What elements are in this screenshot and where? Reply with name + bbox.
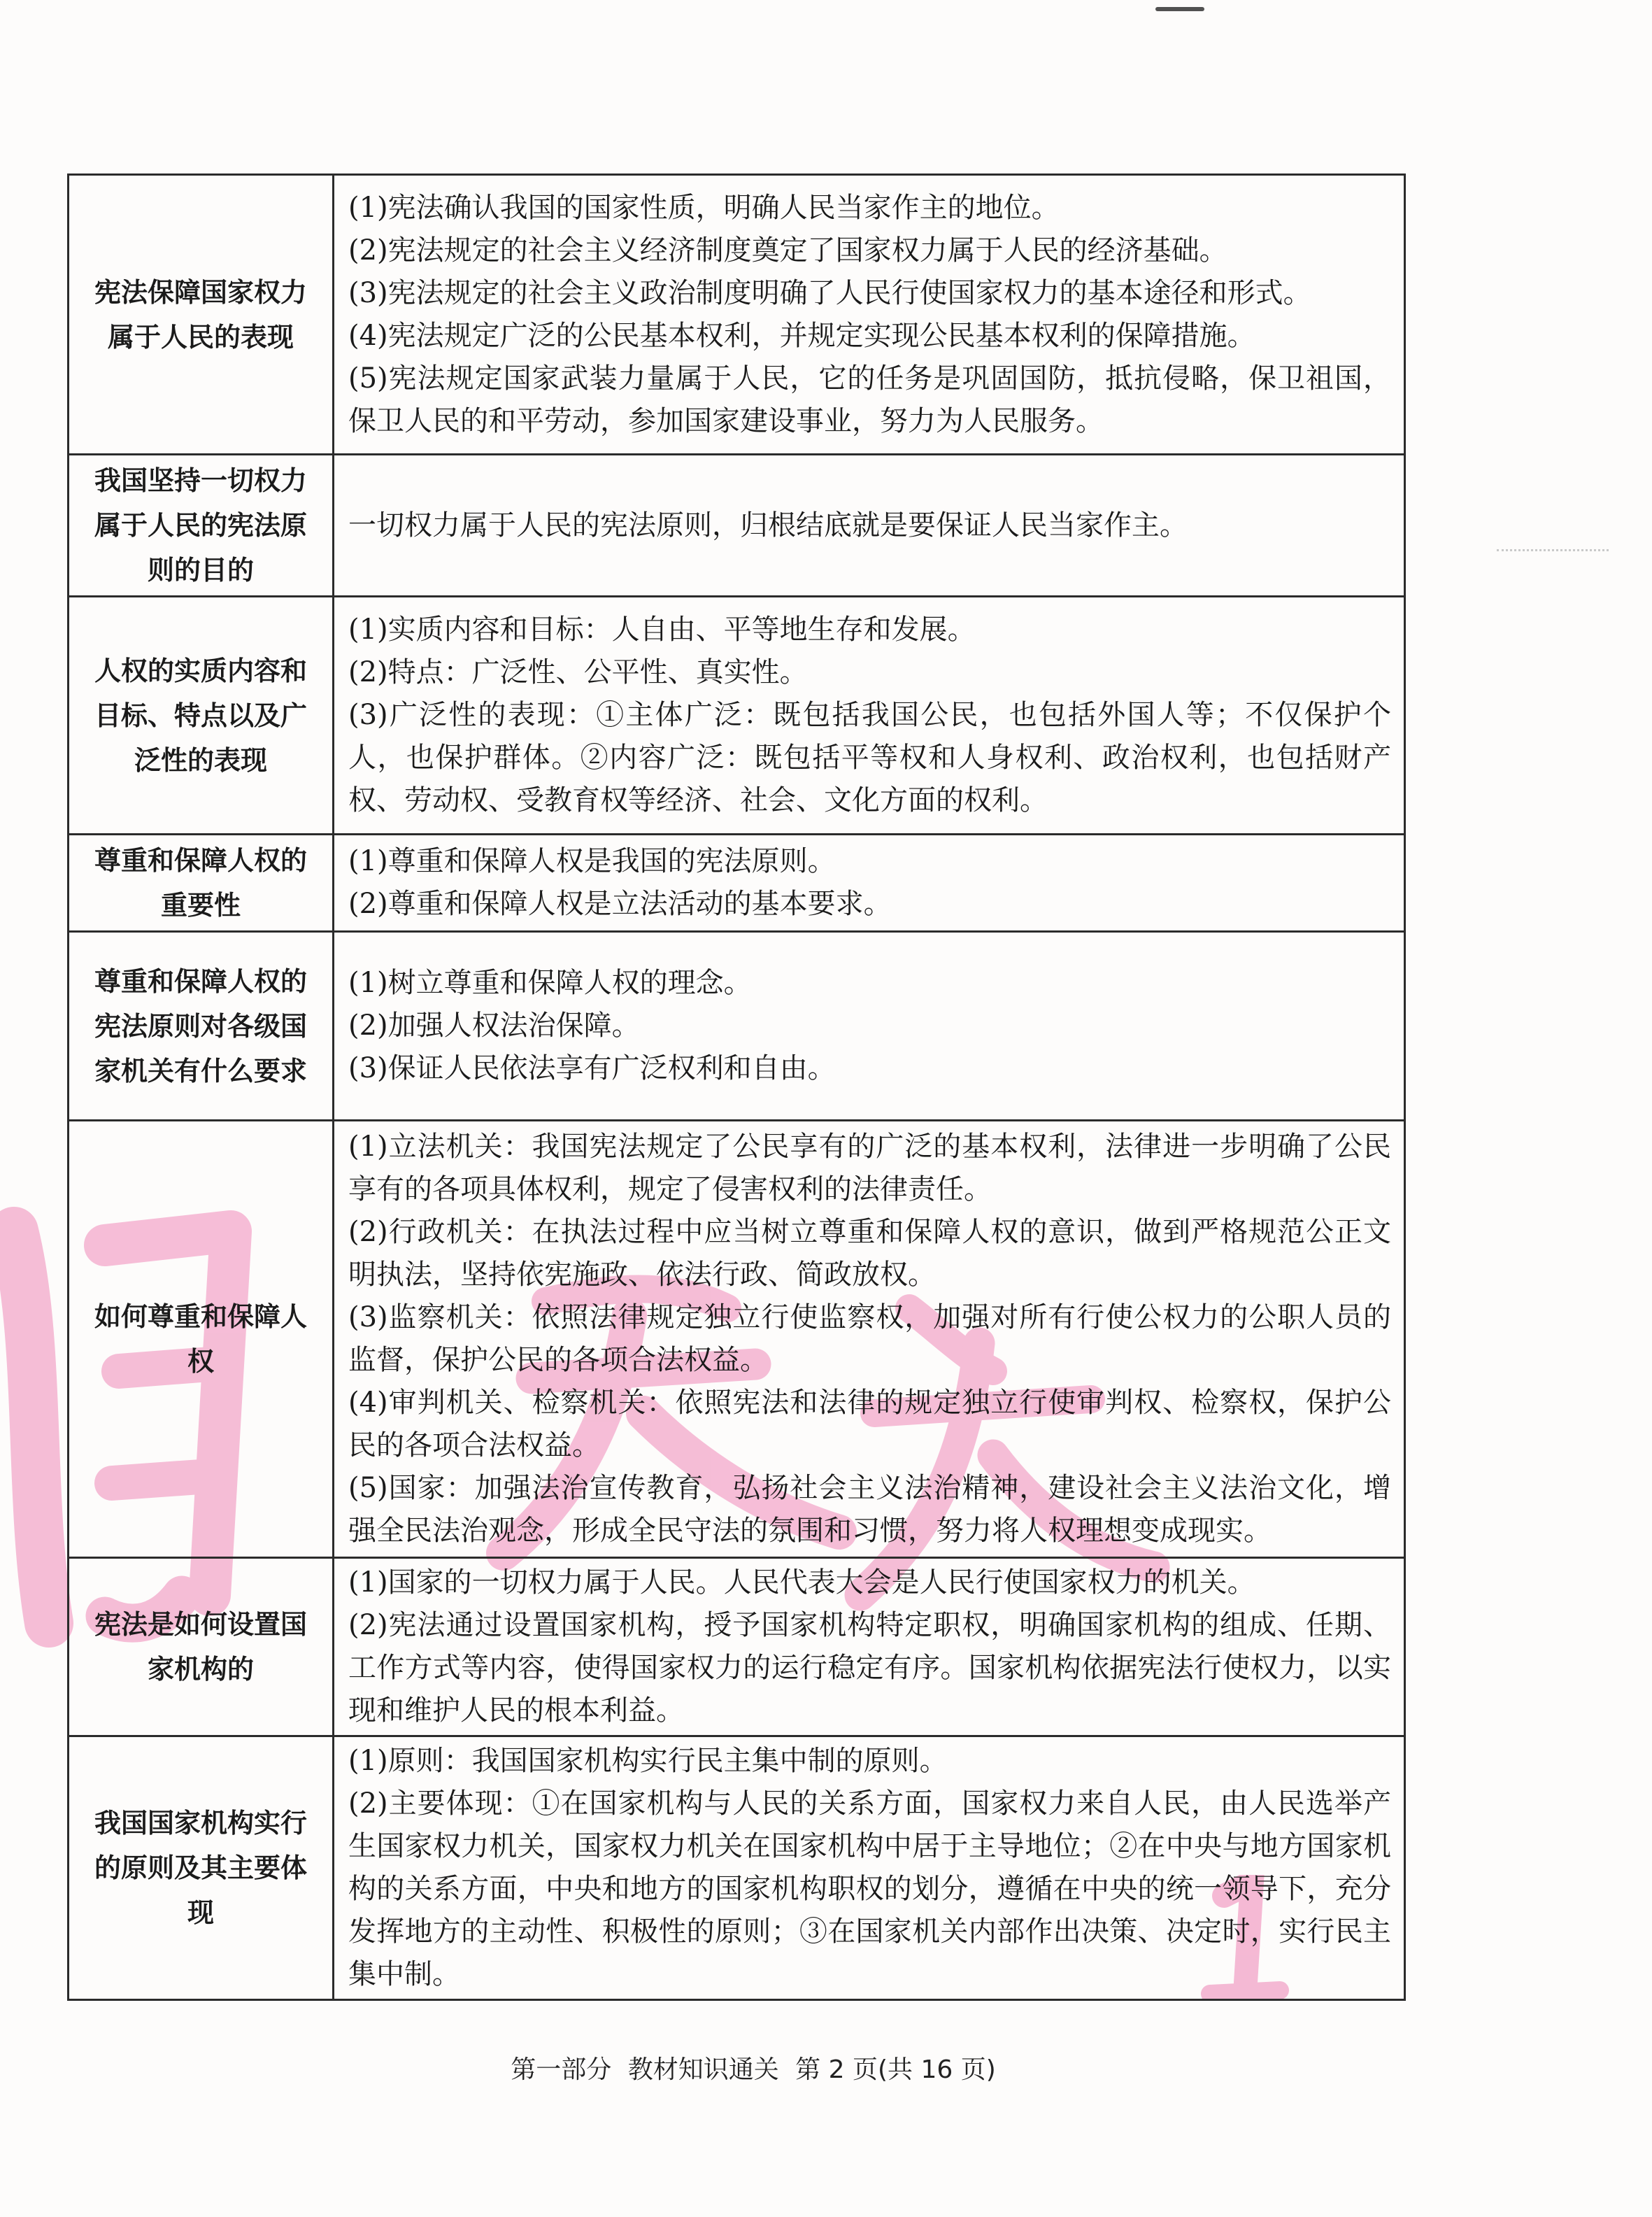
row-topic: 尊重和保障人权的宪法原则对各级国家机关有什么要求: [69, 932, 334, 1121]
content-line: (3)监察机关：依照法律规定独立行使监察权，加强对所有行使公权力的公职人员的监督，保护公民的各项合法权益。: [348, 1301, 1391, 1376]
table-row: [69, 455, 1405, 597]
knowledge-table: [67, 173, 1406, 2001]
content-line: (2)尊重和保障人权是立法活动的基本要求。: [348, 888, 892, 920]
content-line: (2)行政机关：在执法过程中应当树立尊重和保障人权的意识，做到严格规范公正文明执法，坚持依宪施政、依法行政、简政放权。: [348, 1216, 1391, 1291]
content-line: (4)宪法规定广泛的公民基本权利，并规定实现公民基本权利的保障措施。: [348, 319, 1255, 352]
table-row: [69, 1736, 1405, 2000]
row-content: [334, 597, 1405, 835]
row-topic: 尊重和保障人权的重要性: [69, 835, 334, 932]
content-line: (1)实质内容和目标：人自由、平等地生存和发展。: [348, 614, 976, 646]
content-line: (1)宪法确认我国的国家性质，明确人民当家作主的地位。: [348, 191, 1060, 224]
content-line: (2)宪法通过设置国家机构，授予国家机构特定职权，明确国家机构的组成、任期、工作方式等内容，使得国家权力的运行稳定有序。国家机构依据宪法行使权力，以实现和维护人民的根本利益。: [348, 1609, 1391, 1727]
table-row: [69, 1558, 1405, 1736]
row-topic: 我国坚持一切权力属于人民的宪法原则的目的: [69, 455, 334, 597]
content-line: (5)宪法规定国家武装力量属于人民，它的任务是巩固国防，抵抗侵略，保卫祖国，保卫人民的和平劳动，参加国家建设事业，努力为人民服务。: [348, 362, 1391, 437]
row-content: [334, 835, 1405, 932]
row-content: [334, 1736, 1405, 2000]
row-topic: 如何尊重和保障人权: [69, 1121, 334, 1558]
content-line: (1)原则：我国国家机构实行民主集中制的原则。: [348, 1745, 948, 1777]
content-line: (2)主要体现：①在国家机构与人民的关系方面，国家权力来自人民，由人民选举产生国家权力机关，国家权力机关在国家机构中居于主导地位；②在中央与地方国家机构的关系方面，中央和地方的国家机构职权的划分，遵循在中央的统一领导下，充分发挥地方的主动性、积极性的原则；③在国家机关内部作出决策、决定时，实行民主集中制。: [348, 1787, 1391, 1990]
page-footer: [0, 2050, 1507, 2085]
content-line: (3)广泛性的表现：①主体广泛：既包括我国公民，也包括外国人等；不仅保护个人，也保护群体。②内容广泛：既包括平等权和人身权利、政治权利，也包括财产权、劳动权、受教育权等经济、社会、文化方面的权利。: [348, 699, 1391, 816]
row-content: [334, 932, 1405, 1121]
content-line: (1)尊重和保障人权是我国的宪法原则。: [348, 845, 836, 877]
table-row: [69, 1121, 1405, 1558]
table-row: [69, 597, 1405, 835]
row-content: [334, 455, 1405, 597]
footer-page: 第 2 页(共 16 页): [795, 2055, 996, 2084]
content-line: (1)立法机关：我国宪法规定了公民享有的广泛的基本权利，法律进一步明确了公民享有的各项具体权利，规定了侵害权利的法律责任。: [348, 1131, 1391, 1205]
row-content: [334, 1121, 1405, 1558]
content-line: (3)宪法规定的社会主义政治制度明确了人民行使国家权力的基本途径和形式。: [348, 276, 1311, 309]
table-body: [69, 175, 1405, 2000]
content-line: 一切权力属于人民的宪法原则，归根结底就是要保证人民当家作主。: [348, 509, 1188, 541]
content-line: (2)宪法规定的社会主义经济制度奠定了国家权力属于人民的经济基础。: [348, 234, 1227, 267]
row-content: [334, 1558, 1405, 1736]
table-row: [69, 932, 1405, 1121]
row-topic: 人权的实质内容和目标、特点以及广泛性的表现: [69, 597, 334, 835]
content-line: (2)加强人权法治保障。: [348, 1010, 640, 1042]
content-line: (3)保证人民依法享有广泛权利和自由。: [348, 1052, 836, 1084]
content-line: (1)国家的一切权力属于人民。人民代表大会是人民行使国家权力的机关。: [348, 1566, 1255, 1599]
row-topic: 宪法是如何设置国家机构的: [69, 1558, 334, 1736]
content-line: (1)树立尊重和保障人权的理念。: [348, 967, 752, 999]
row-topic: 我国国家机构实行的原则及其主要体现: [69, 1736, 334, 2000]
watermark-stroke: [14, 1231, 49, 1623]
scan-dots: [1497, 549, 1609, 554]
row-topic: 宪法保障国家权力属于人民的表现: [69, 175, 334, 455]
footer-section: 教材知识通关: [627, 2055, 779, 2084]
content-line: (4)审判机关、检察机关：依照宪法和法律的规定独立行使审判权、检察权，保护公民的各项合法权益。: [348, 1387, 1391, 1461]
scan-mark: [1155, 7, 1204, 11]
row-content: [334, 175, 1405, 455]
content-line: (2)特点：广泛性、公平性、真实性。: [348, 656, 808, 688]
footer-part: 第一部分: [511, 2055, 612, 2084]
table-row: [69, 835, 1405, 932]
content-line: (5)国家：加强法治宣传教育，弘扬社会主义法治精神，建设社会主义法治文化，增强全民法治观念，形成全民守法的氛围和习惯，努力将人权理想变成现实。: [348, 1472, 1391, 1547]
table-row: [69, 175, 1405, 455]
